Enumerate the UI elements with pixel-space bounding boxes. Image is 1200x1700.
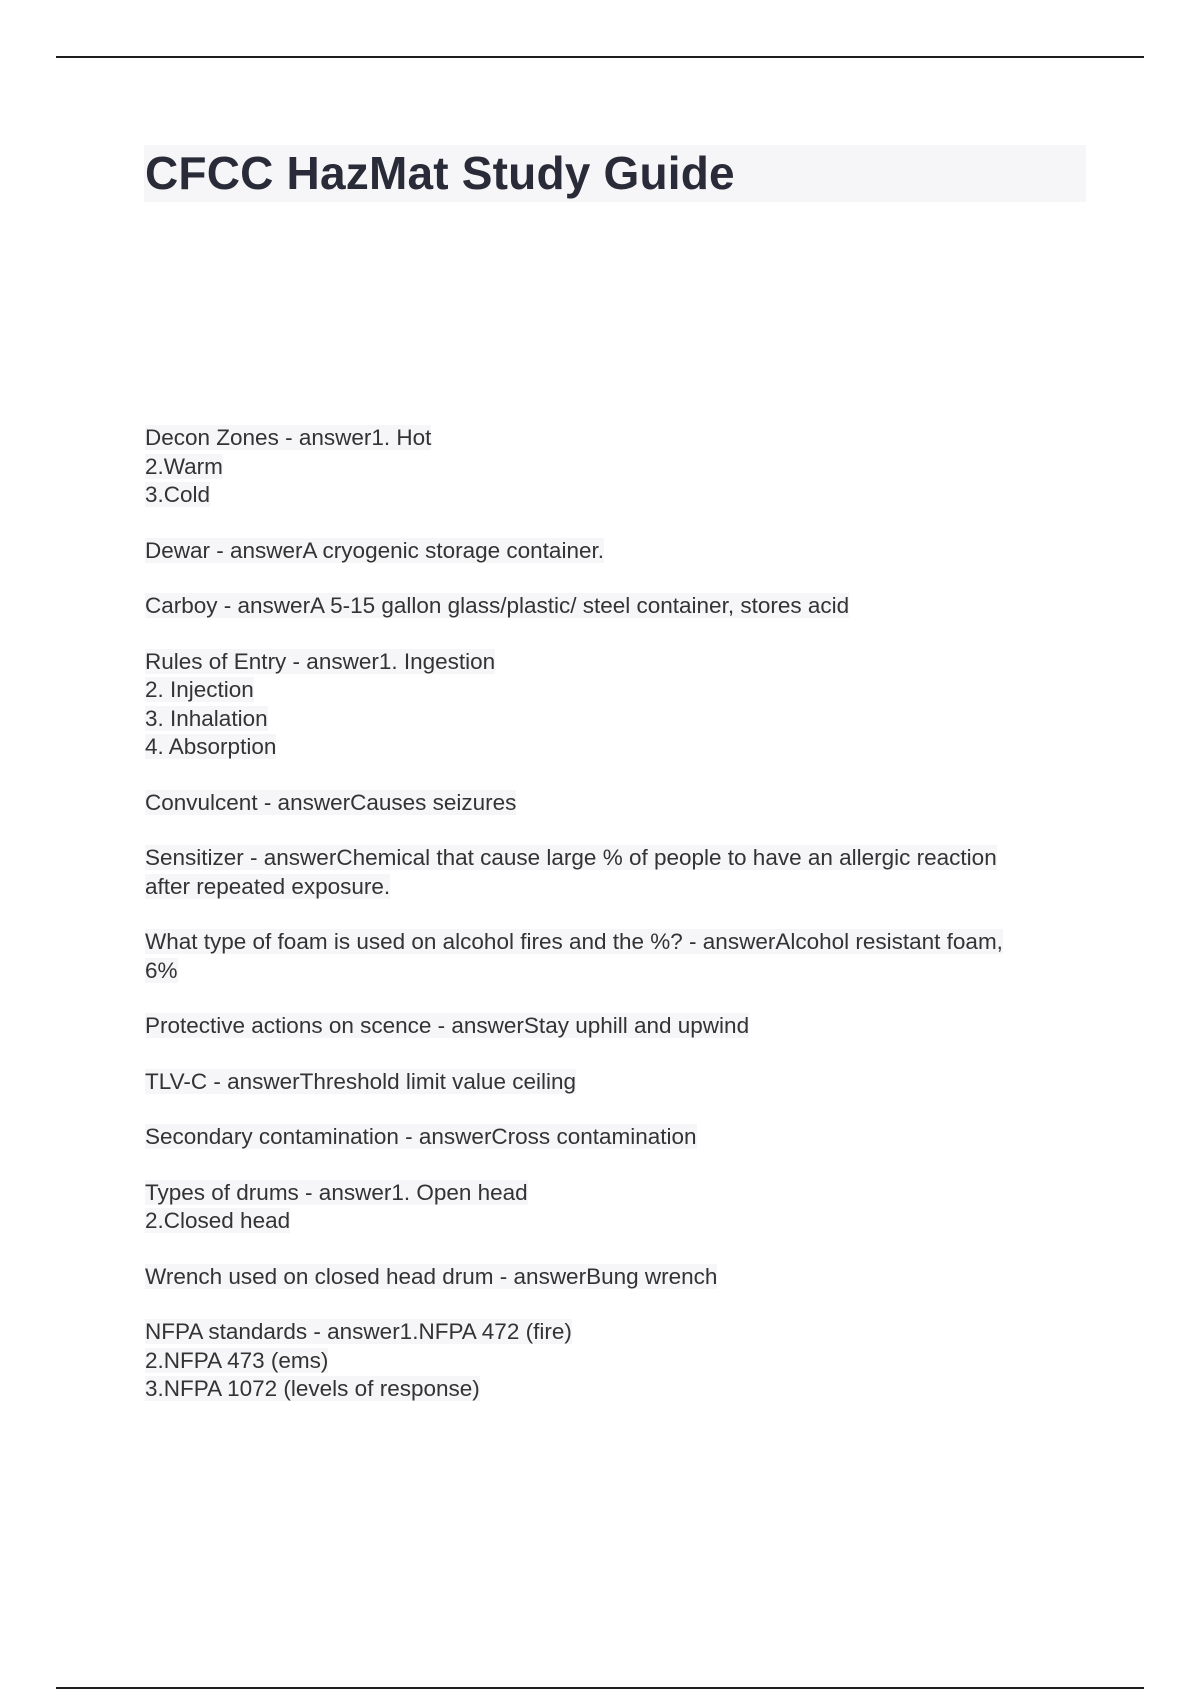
qa-line: Rules of Entry - answer1. Ingestion — [145, 648, 496, 674]
qa-line: NFPA standards - answer1.NFPA 472 (fire) — [145, 1319, 572, 1344]
qa-line: 2.Closed head — [145, 1208, 291, 1233]
qa-line: 2. Injection — [145, 677, 254, 702]
qa-item — [145, 1263, 1085, 1292]
qa-item — [145, 844, 1085, 901]
qa-line: Types of drums - answer1. Open head — [145, 1179, 528, 1205]
qa-line: 3. Inhalation — [145, 705, 268, 731]
qa-item — [145, 789, 1085, 818]
qa-line: after repeated exposure. — [145, 873, 391, 899]
qa-item — [145, 648, 1085, 762]
qa-line: 3.Cold — [145, 482, 211, 507]
qa-line: 6% — [145, 957, 178, 983]
qa-item — [145, 537, 1085, 566]
qa-line: Convulcent - answerCauses seizures — [145, 789, 517, 815]
qa-item — [145, 1012, 1085, 1041]
qa-line: Sensitizer - answerChemical that cause large % of people to have an allergic reaction — [145, 845, 997, 870]
qa-line: Decon Zones - answer1. Hot — [145, 425, 432, 450]
qa-line: Carboy - answerA 5-15 gallon glass/plastic/ steel container, stores acid — [145, 593, 850, 618]
qa-line: TLV-C - answerThreshold limit value ceiling — [145, 1068, 576, 1094]
qa-item — [145, 1179, 1085, 1236]
qa-line: 2.Warm — [145, 453, 223, 479]
footer-rule — [56, 1687, 1144, 1689]
document-title: CFCC HazMat Study Guide — [145, 147, 735, 199]
qa-item — [145, 1318, 1085, 1404]
qa-line: Secondary contamination - answerCross contamination — [145, 1124, 697, 1149]
qa-line: 2.NFPA 473 (ems) — [145, 1347, 329, 1373]
qa-item — [145, 1123, 1085, 1152]
qa-item — [145, 592, 1085, 621]
header-rule — [56, 56, 1144, 58]
qa-line: 3.NFPA 1072 (levels of response) — [145, 1376, 480, 1401]
qa-line: What type of foam is used on alcohol fires and the %? - answerAlcohol resistant foam, — [145, 929, 1003, 954]
qa-line: Dewar - answerA cryogenic storage container. — [145, 537, 604, 563]
qa-item — [145, 928, 1085, 985]
qa-item — [145, 1068, 1085, 1097]
qa-line: Wrench used on closed head drum - answerBung wrench — [145, 1263, 718, 1289]
qa-list — [145, 424, 1085, 1431]
qa-line: Protective actions on scence - answerStay uphill and upwind — [145, 1013, 750, 1038]
qa-line: 4. Absorption — [145, 734, 277, 759]
qa-item — [145, 424, 1085, 510]
